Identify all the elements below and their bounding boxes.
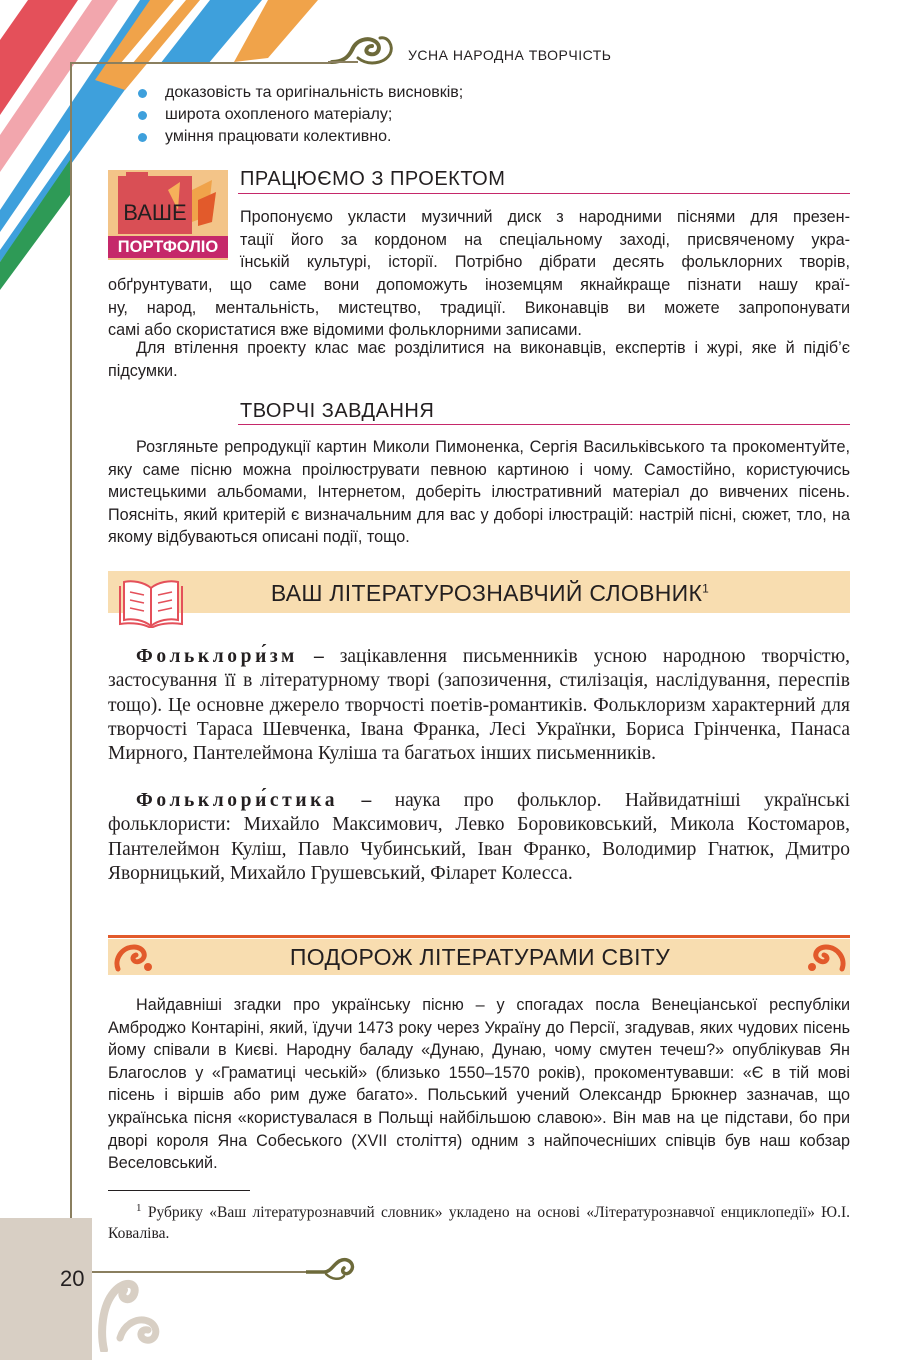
page-number: 20 [60, 1266, 85, 1291]
creative-tasks-title: ТВОРЧІ ЗАВДАННЯ [240, 400, 435, 422]
dictionary-dash: – [313, 646, 324, 667]
footnote-text: Рубрику «Ваш літературознавчий словник» укладено на основі «Літературознавчої енциклопедії» Ю.І. Коваліва. [108, 1204, 851, 1243]
dictionary-dash: – [361, 790, 372, 811]
list-item: уміння працювати колективно. [135, 126, 463, 148]
travel-text: Найдавніші згадки про українську пісню – у спогадах посла Венеціанської республіки Амброджо Контаріні, який, їдучи 1473 року через Україну до Персії, згадував, яких чудових пісень йому співали в Києві. Народну баладу «Дунаю, Дунаю, чому смутен течеш?» опублікував Ян Благослов у «Граматиці чеській» (близько 1550–1570 років), прокоментувавши: «Є в тій мові пісень і віршів або рим дуже багато». Польський учений Олександр Брюкнер зазначав, що українська пісня «користувалася в Польщі найбільшою славою». Він мав на це підстави, бо при дворі короля Яна Собеського (XVII століття) одним з найпочесніших співців був наш кобзар Веселовський. [108, 996, 850, 1173]
portfolio-paragraph-2: Для втілення проекту клас має розділитися на виконавців, експертів і журі, яке й підіб’є підсумки. [108, 339, 850, 380]
portfolio-line: тації його за кордоном на спеціальному заході, присвяченому укра- [240, 230, 850, 249]
footnote [108, 1198, 850, 1244]
portfolio-icon-caption: ПОРТФОЛІО [108, 236, 228, 258]
portfolio-text-wrap [240, 206, 850, 274]
travel-title: ПОДОРОЖ ЛІТЕРАТУРАМИ СВІТУ [289, 944, 671, 970]
footnote-marker: 1 [702, 581, 710, 596]
portfolio-icon [108, 170, 228, 260]
portfolio-text-full [108, 274, 850, 342]
portfolio-title-rule [238, 193, 850, 194]
header-ornament-icon [328, 28, 398, 76]
left-swirl-ornament-icon [112, 939, 158, 975]
open-book-icon [118, 578, 184, 628]
dictionary-term: Фольклори́стика [136, 790, 339, 811]
portfolio-line: самі або скористатися вже відомими фольклорними записами. [108, 321, 582, 340]
dictionary-entry [108, 645, 850, 766]
portfolio-line: ну, народ, ментальність, мистецтво, традиції. Виконавців ви можете запропонувати [108, 298, 850, 317]
portfolio-title: ПРАЦЮЄМО З ПРОЕКТОМ [240, 168, 506, 190]
dictionary-definition: наука про фольклор. Найвидатніші українські фольклористи: Михайло Максимович, Левко Боровиковський, Микола Костомаров, Пантелеймон Куліш, Павло Чубинський, Іван Франко, Володимир Гнатюк, Дмитро Яворницький, Михайло Грушевський, Філарет Колесса. [108, 790, 850, 884]
footnote-divider [108, 1190, 250, 1191]
footer-ornament-icon [306, 1250, 360, 1284]
dictionary-entry [108, 789, 850, 886]
page-corner-ornament-icon [94, 1272, 170, 1352]
frame-left-line [70, 62, 72, 1272]
dictionary-title-text: ВАШ ЛІТЕРАТУРОЗНАВЧИЙ СЛОВНИК [270, 580, 703, 606]
dictionary-term: Фольклори́зм [136, 646, 298, 667]
portfolio-icon-label: ВАШЕ [123, 200, 187, 225]
right-swirl-ornament-icon [802, 939, 848, 975]
frame-top-line [70, 62, 332, 64]
creative-tasks-rule [238, 424, 850, 425]
footnote-number: 1 [136, 1202, 142, 1214]
creative-tasks-text: Розгляньте репродукції картин Миколи Пимоненка, Сергія Васильківського та прокоментуйте, яку саме пісню можна проілюструвати певною картиною і чому. Самостійно, користуючись мистецькими альбомами, Інтернетом, доберіть ілюстративний матеріал до вивчених пісень. Поясніть, який критерій є визначальним для вас у доборі ілюстрацій: настрій пісні, сюжет, тло, на якому відбуваються описані події, тощо. [108, 438, 850, 547]
dictionary-title [240, 580, 740, 607]
portfolio-line: Пропонуємо укласти музичний диск з народними піснями для презен- [240, 208, 850, 226]
running-title: УСНА НАРОДНА ТВОРЧІСТЬ [408, 47, 612, 63]
travel-banner-top-rule [108, 935, 850, 938]
portfolio-line: обґрунтувати, що саме вони допоможуть іноземцям якнайкраще пізнати нашу краї- [108, 276, 850, 294]
criteria-list [135, 82, 463, 148]
dictionary-definition: зацікавлення письменників усною народною творчістю, застосування її в літературному творі (запозичення, стилізація, наслідування, переспів тощо). Це основне джерело творчості поетів-романтиків. Фольклоризм характерний для творчості Тараса Шевченка, Івана Франка, Лесі Українки, Бориса Грінченка, Панаса Мирного, Пантелеймона Куліша та багатьох інших письменників. [108, 646, 851, 765]
list-item: широта охопленого матеріалу; [135, 104, 463, 126]
portfolio-line: їнській культурі, історії. Потрібно дібрати десять фольклорних творів, [240, 253, 850, 272]
list-item: доказовість та оригінальність висновків; [135, 82, 463, 104]
